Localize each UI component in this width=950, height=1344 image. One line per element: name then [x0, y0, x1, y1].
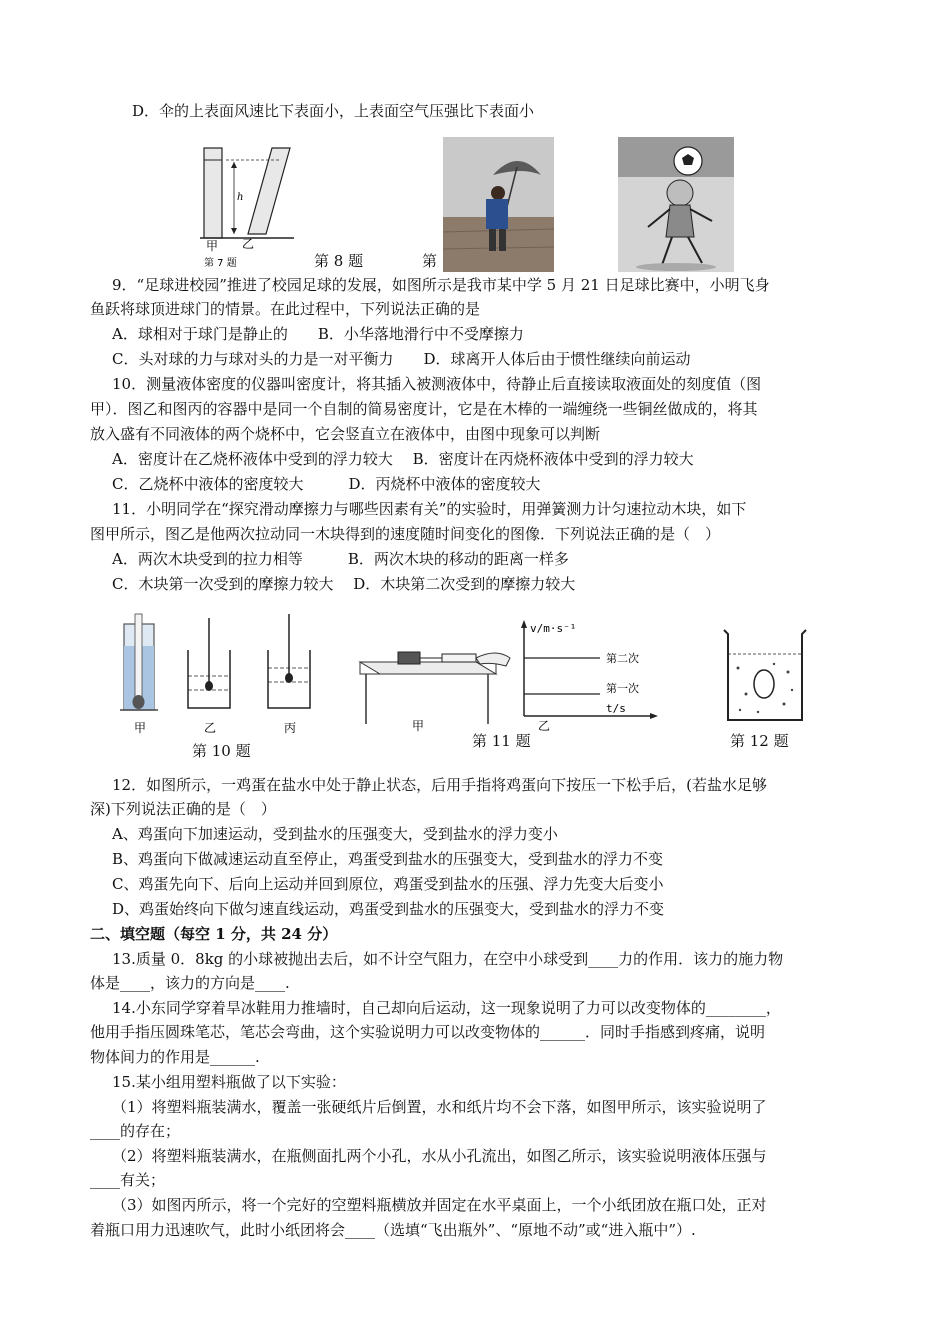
q10-figure-hydrometers	[118, 610, 318, 738]
q11-legend-second: 第二次	[606, 652, 639, 665]
q11-label-jia: 甲	[412, 719, 425, 732]
q15-part-1-line-2: ____的存在；	[90, 1122, 181, 1140]
q7-label-h: h	[237, 192, 244, 203]
q15-part-2-line-2: ____有关；	[90, 1171, 166, 1189]
q9-options-cd: C．头对球的力与球对头的力是一对平衡力 D．球离开人体后由于惯性继续向前运动	[112, 350, 691, 368]
q12-stem-line-1: 12．如图所示，一鸡蛋在盐水中处于静止状态，后用手指将鸡蛋向下按压一下松手后，(若盐水足够	[112, 776, 767, 794]
q15-part-2-line-1: （2）将塑料瓶装满水，在瓶侧面扎两个小孔，水从小孔流出，如图乙所示，该实验说明液体压强与	[112, 1147, 767, 1165]
q14-line-3: 物体间力的作用是______.	[90, 1048, 260, 1066]
q11-legend-first: 第一次	[606, 682, 639, 695]
q12-figure-egg-beaker	[718, 624, 810, 726]
section-2-heading: 二、填空题（每空 1 分，共 24 分）	[90, 925, 338, 943]
q13-line-2: 体是____，该力的方向是____.	[90, 974, 290, 992]
q12-option-c: C、鸡蛋先向下、后向上运动并回到原位，鸡蛋受到盐水的压强、浮力先变大后变小	[112, 875, 664, 893]
q11-y-axis-label: v/m·s⁻¹	[530, 622, 577, 635]
q15-part-1-line-1: （1）将塑料瓶装满水，覆盖一张硬纸片后倒置，水和纸片均不会下落，如图甲所示，该实验说明了	[112, 1098, 767, 1116]
q15-stem: 15.某小组用塑料瓶做了以下实验：	[112, 1073, 346, 1091]
q15-part-3-line-2: 着瓶口用力迅速吹气，此时小纸团将会____（选填“飞出瓶外”、“原地不动”或“进入瓶中”）.	[90, 1221, 696, 1239]
q12-option-d: D、鸡蛋始终向下做匀速直线运动，鸡蛋受到盐水的压强变大，受到盐水的浮力不变	[112, 900, 665, 918]
q12-option-a: A、鸡蛋向下加速运动，受到盐水的压强变大，受到盐水的浮力变小	[112, 825, 558, 843]
q10-stem-line-3: 放入盛有不同液体的两个烧杯中，它会竖直立在液体中，由图中现象可以判断	[90, 425, 601, 443]
q10-stem-line-2: 甲）．图乙和图丙的容器中是同一个自制的简易密度计，它是在木棒的一端缠绕一些铜丝做成的，将其	[90, 400, 758, 418]
q8-caption: 第 8 题	[314, 252, 364, 270]
q12-stem-line-2: 深)下列说法正确的是（ ）	[90, 800, 276, 818]
q10-label-bing: 丙	[284, 721, 297, 735]
q11-figure-table-block	[356, 628, 516, 732]
q9-stem-line-1: 9．“足球进校园”推进了校园足球的发展，如图所示是我市某中学 5 月 21 日足球比赛中，小明飞身	[112, 276, 770, 294]
q11-label-yi: 乙	[538, 719, 551, 732]
q9-options-ab: A．球相对于球门是静止的 B．小华落地滑行中不受摩擦力	[112, 325, 524, 343]
q10-options-ab: A．密度计在乙烧杯液体中受到的浮力较大 B．密度计在丙烧杯液体中受到的浮力较大	[112, 450, 694, 468]
q11-figure-vt-graph	[508, 616, 658, 732]
q7-label-jia: 甲	[206, 239, 219, 253]
q9-caption-partial: 第	[422, 252, 438, 270]
q8-option-d: D．伞的上表面风速比下表面小，上表面空气压强比下表面小	[132, 102, 535, 120]
q9-figure-football-header	[618, 137, 734, 272]
q15-part-3-line-1: （3）如图丙所示，将一个完好的空塑料瓶横放并固定在水平桌面上，一个小纸团放在瓶口处，正对	[112, 1196, 767, 1214]
q14-line-2: 他用手指压圆珠笔芯，笔芯会弯曲，这个实验说明力可以改变物体的______．同时手指感到疼痛，说明	[90, 1023, 766, 1041]
q14-line-1: 14.小东同学穿着旱冰鞋用力推墙时，自己却向后运动，这一现象说明了力可以改变物体的________，	[112, 999, 781, 1017]
q11-stem-line-1: 11．小明同学在“探究滑动摩擦力与哪些因素有关”的实验时，用弹簧测力计匀速拉动木块，如下	[112, 500, 747, 518]
q13-line-1: 13.质量 0．8kg 的小球被抛出去后，如不计空气阻力，在空中小球受到____力的作用．该力的施力物	[112, 950, 784, 968]
q12-caption: 第 12 题	[730, 732, 789, 750]
q11-options-ab: A．两次木块受到的拉力相等 B．两次木块的移动的距离一样多	[112, 550, 569, 568]
q7-figure-tubes	[190, 138, 300, 270]
q10-caption: 第 10 题	[192, 742, 251, 760]
q11-caption: 第 11 题	[472, 732, 531, 750]
q9-stem-line-2: 鱼跃将球顶进球门的情景。在此过程中，下列说法正确的是	[90, 300, 481, 318]
q12-option-b: B、鸡蛋向下做减速运动直至停止，鸡蛋受到盐水的压强变大，受到盐水的浮力不变	[112, 850, 664, 868]
q11-x-axis-label: t/s	[606, 702, 626, 715]
q11-stem-line-2: 图甲所示，图乙是他两次拉动同一木块得到的速度随时间变化的图像．下列说法正确的是（ ）	[90, 525, 721, 543]
q10-label-jia: 甲	[134, 721, 147, 735]
q8-figure-umbrella-photo	[443, 137, 554, 272]
q7-label-yi: 乙	[242, 237, 255, 251]
q10-stem-line-1: 10．测量液体密度的仪器叫密度计，将其插入被测液体中，待静止后直接读取液面处的刻度值（图	[112, 375, 762, 393]
q7-caption: 第 7 题	[204, 258, 237, 269]
q10-label-yi: 乙	[204, 721, 217, 735]
q11-options-cd: C．木块第一次受到的摩擦力较大 D．木块第二次受到的摩擦力较大	[112, 575, 576, 593]
q10-options-cd: C．乙烧杯中液体的密度较大 D．丙烧杯中液体的密度较大	[112, 475, 541, 493]
